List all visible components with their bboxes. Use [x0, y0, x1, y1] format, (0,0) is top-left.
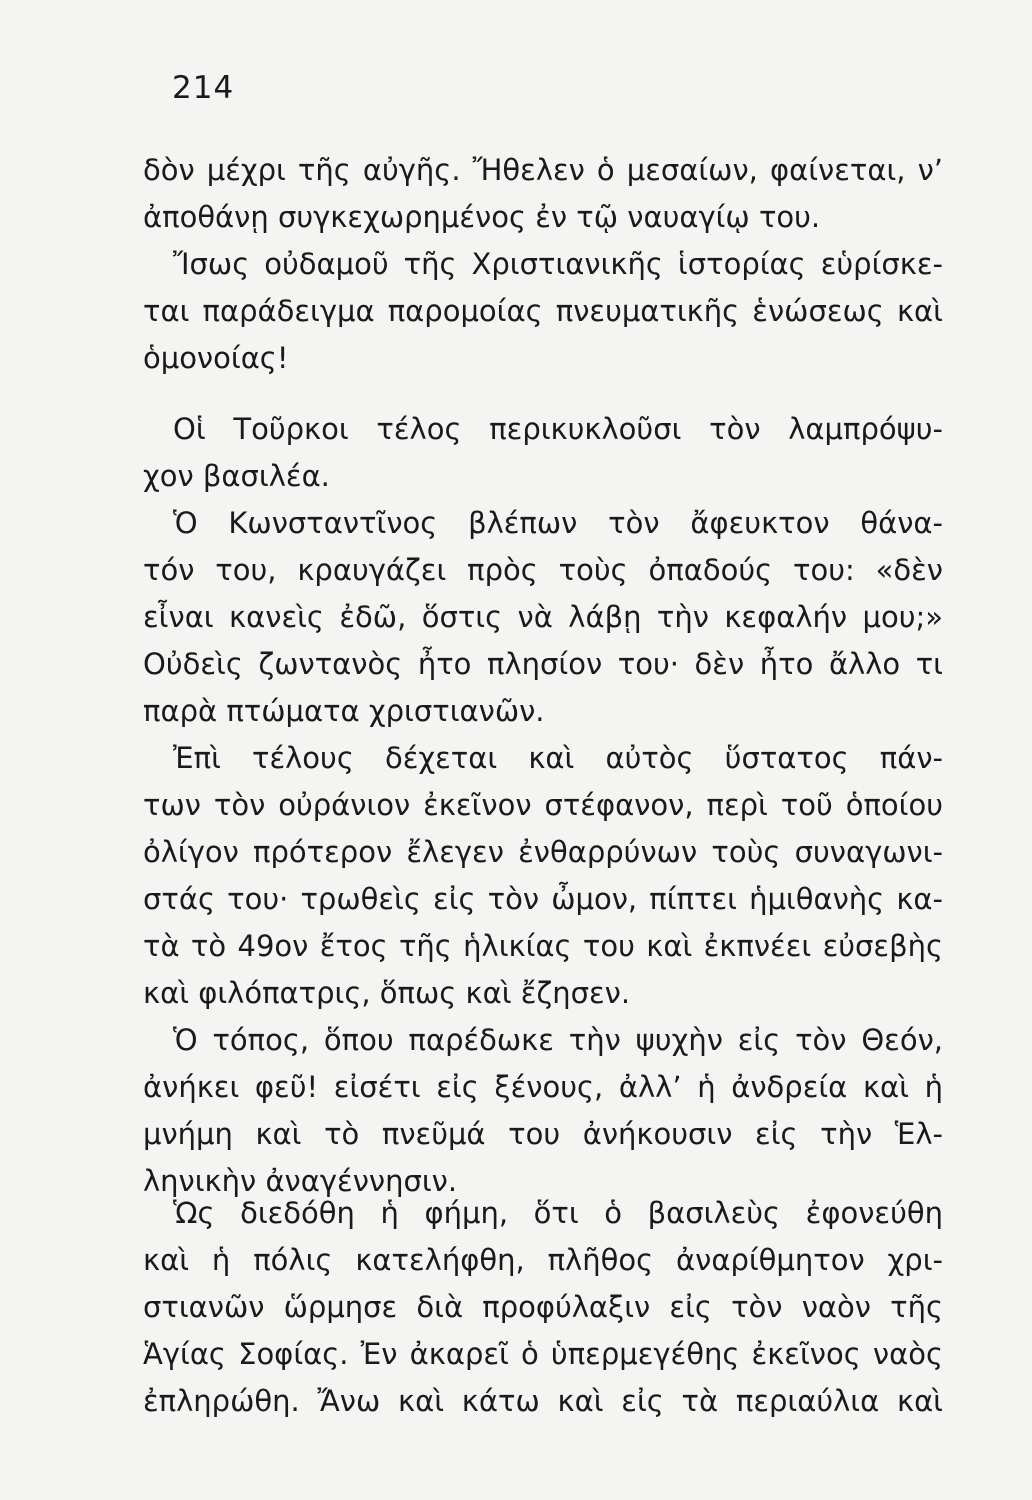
text-line: ται παράδειγμα παρομοίας πνευματικῆς ἑνώσεως καὶ [143, 294, 943, 328]
text-line: καὶ φιλόπατρις, ὅπως καὶ ἔζησεν. [143, 976, 631, 1010]
text-line: ὀλίγον πρότερον ἔλεγεν ἐνθαρρύνων τοὺς συναγωνι- [143, 835, 943, 869]
text-line: Οὐδεὶς ζωντανὸς ἦτο πλησίον του· δὲν ἦτο ἄλλο τι [143, 647, 943, 681]
text-line: παρὰ πτώματα χριστιανῶν. [143, 694, 545, 728]
text-line: καὶ ἡ πόλις κατελήφθη, πλῆθος ἀναρίθμητον χρι- [143, 1243, 943, 1277]
text-line: των τὸν οὐράνιον ἐκεῖνον στέφανον, περὶ τοῦ ὁποίου [143, 788, 943, 822]
text-line: Ἐπὶ τέλους δέχεται καὶ αὐτὸς ὕστατος πάν- [173, 741, 943, 775]
text-line: τὰ τὸ 49ον ἔτος τῆς ἡλικίας του καὶ ἐκπνέει εὐσεβὴς [143, 929, 943, 963]
text-line: χον βασιλέα. [143, 459, 330, 493]
text-line: στιανῶν ὥρμησε διὰ προφύλαξιν εἰς τὸν ναὸν τῆς [143, 1290, 943, 1324]
text-block-top [143, 147, 943, 382]
text-line: εἶναι κανεὶς ἐδῶ, ὅστις νὰ λάβῃ τὴν κεφαλήν μου;» [143, 600, 943, 634]
text-line: ἀνήκει φεῦ! εἰσέτι εἰς ξένους, ἀλλ’ ἡ ἀνδρεία καὶ ἡ [143, 1070, 943, 1104]
text-line: μνήμη καὶ τὸ πνεῦμά του ἀνήκουσιν εἰς τὴν Ἑλ- [143, 1117, 943, 1151]
text-line: τόν του, κραυγάζει πρὸς τοὺς ὀπαδούς του: «δὲν [143, 553, 943, 587]
page-number: 214 [172, 70, 235, 106]
text-line: Ὁ τόπος, ὅπου παρέδωκε τὴν ψυχὴν εἰς τὸν Θεόν, [173, 1023, 943, 1057]
text-line: ἀποθάνῃ συγκεχωρημένος ἐν τῷ ναυαγίῳ του. [143, 200, 821, 234]
text-line: Ἴσως οὐδαμοῦ τῆς Χριστιανικῆς ἱστορίας εὑρίσκε- [173, 247, 943, 281]
text-line: Ὁ Κωνσταντῖνος βλέπων τὸν ἄφευκτον θάνα- [173, 506, 943, 540]
text-block-middle [143, 406, 943, 1205]
text-line: ὁμονοίας! [143, 341, 289, 375]
text-line: στάς του· τρωθεὶς εἰς τὸν ὦμον, πίπτει ἡμιθανὴς κα- [143, 882, 943, 916]
text-line: Ἁγίας Σοφίας. Ἐν ἀκαρεῖ ὁ ὑπερμεγέθης ἐκεῖνος ναὸς [143, 1337, 943, 1371]
text-line: ἐπληρώθη. Ἄνω καὶ κάτω καὶ εἰς τὰ περιαύλια καὶ [143, 1384, 943, 1418]
text-line: ληνικὴν ἀναγέννησιν. [143, 1164, 458, 1198]
text-line: δὸν μέχρι τῆς αὐγῆς. Ἤθελεν ὁ μεσαίων, φαίνεται, ν’ [143, 153, 943, 187]
text-block-bottom [143, 1190, 943, 1425]
text-line: Ὡς διεδόθη ἡ φήμη, ὅτι ὁ βασιλεὺς ἐφονεύθη [173, 1196, 943, 1230]
text-line: Οἱ Τοῦρκοι τέλος περικυκλοῦσι τὸν λαμπρόψυ- [173, 412, 943, 446]
